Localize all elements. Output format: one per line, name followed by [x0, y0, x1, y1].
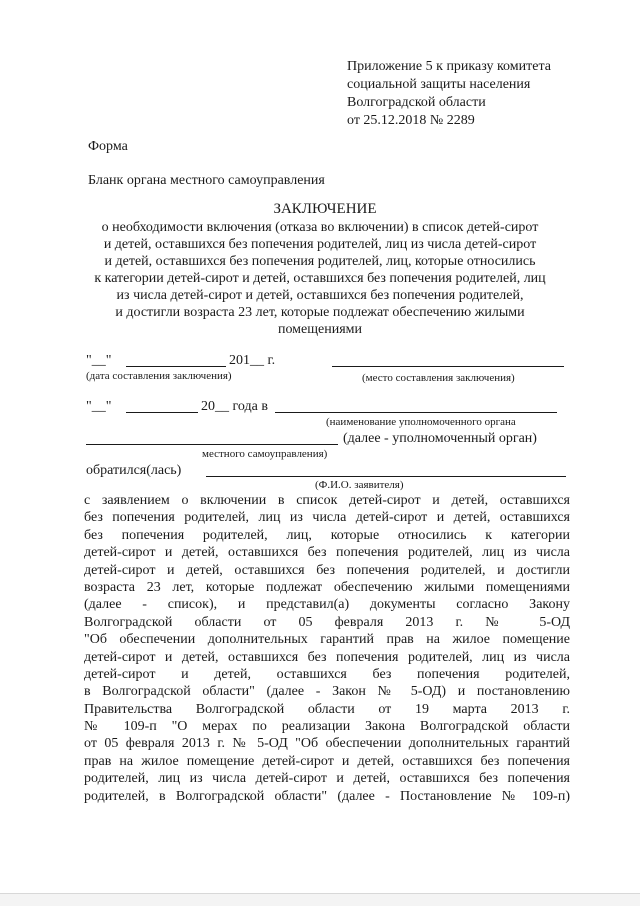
body-line: прав на жилое помещение детей-сирот и детей, оставшихся без попечения: [84, 753, 570, 769]
applicant-blank[interactable]: [206, 476, 566, 477]
subtitle-line-6: и достигли возраста 23 лет, которые подлежат обеспечению жилыми: [115, 305, 525, 320]
body-line: без попечения родителей, лиц из числа детей-сирот и детей, оставшихся: [84, 510, 570, 526]
body-line: в Волгоградской области" (далее - Закон № 5-ОД) и постановлению: [84, 684, 570, 700]
body-paragraph: [84, 492, 570, 805]
document-title: ЗАКЛЮЧЕНИЕ: [273, 201, 377, 217]
blank-label: Бланк органа местного самоуправления: [88, 173, 325, 188]
appendix-line-4: от 25.12.2018 № 2289: [347, 113, 475, 128]
body-line: "Об обеспечении дополнительных гарантий прав на жилое помещение: [84, 632, 570, 648]
body-line: возраста 23 лет, которые подлежат обеспечению жилыми помещениями: [84, 579, 570, 595]
body-line: от 05 февраля 2013 г. № 5-ОД "Об обеспечении дополнительных гарантий: [84, 736, 570, 752]
date1-caption: (дата составления заключения): [86, 370, 232, 382]
date1-quote: "__": [86, 353, 112, 368]
place-caption: (место составления заключения): [362, 372, 515, 384]
body-line: детей-сирот и детей, оставшихся без попечения родителей, лиц из числа: [84, 649, 570, 665]
date2-year: 20__ года в: [201, 399, 268, 414]
body-line: № 109-п "О мерах по реализации Закона Волгоградской области: [84, 719, 570, 735]
applicant-label: обратился(лась): [86, 463, 182, 478]
place-blank[interactable]: [332, 366, 564, 367]
subtitle-line-5: из числа детей-сирот и детей, оставшихся без попечения родителей,: [116, 288, 524, 303]
body-line: с заявлением о включении в список детей-сирот и детей, оставшихся: [84, 493, 570, 508]
date1-month-blank[interactable]: [126, 366, 226, 367]
date2-month-blank[interactable]: [126, 412, 198, 413]
body-line: детей-сирот и детей, оставшихся без попечения родителей, лиц из числа: [84, 545, 570, 561]
organ-blank[interactable]: [275, 412, 557, 413]
scan-edge: [0, 893, 640, 906]
form-label: Форма: [88, 139, 128, 154]
body-line: детей-сирот и детей, оставшихся без попечения родителей,: [84, 666, 570, 682]
appendix-line-3: Волгоградской области: [347, 95, 486, 110]
body-line: (далее - список), и представил(а) документы согласно Закону: [84, 597, 570, 613]
applicant-caption: (Ф.И.О. заявителя): [315, 479, 404, 491]
organ-blank-2[interactable]: [86, 444, 338, 445]
date2-quote: "__": [86, 399, 112, 414]
body-line: родителей, в Волгоградской области" (далее - Постановление № 109-п): [84, 788, 570, 804]
organ-caption: (наименование уполномоченного органа: [326, 416, 516, 428]
subtitle-line-1: о необходимости включения (отказа во включении) в список детей-сирот: [101, 220, 539, 235]
date1-year: 201__ г.: [229, 353, 276, 368]
body-line: без попечения родителей, лиц, которые относились к категории: [84, 527, 570, 543]
subtitle-line-4: к категории детей-сирот и детей, оставшихся без попечения родителей, лиц: [94, 271, 546, 286]
subtitle-line-7: помещениями: [277, 322, 363, 337]
subtitle-line-3: и детей, оставшихся без попечения родителей, лиц, которые относились: [104, 254, 536, 269]
body-line: родителей, лиц из числа детей-сирот и детей, оставшихся без попечения: [84, 771, 570, 787]
appendix-line-2: социальной защиты населения: [347, 77, 531, 92]
body-line: детей-сирот и детей, оставшихся без попечения родителей, и достигли: [84, 562, 570, 578]
subtitle-line-2: и детей, оставшихся без попечения родителей, лиц из числа детей-сирот: [103, 237, 537, 252]
organ-caption-2: местного самоуправления): [202, 448, 328, 460]
organ-suffix: (далее - уполномоченный орган): [343, 431, 537, 446]
body-line: Волгоградской области от 05 февраля 2013 г. № 5-ОД: [84, 614, 570, 630]
appendix-line-1: Приложение 5 к приказу комитета: [347, 59, 551, 74]
body-line: Правительства Волгоградской области от 19 марта 2013 г.: [84, 701, 570, 717]
